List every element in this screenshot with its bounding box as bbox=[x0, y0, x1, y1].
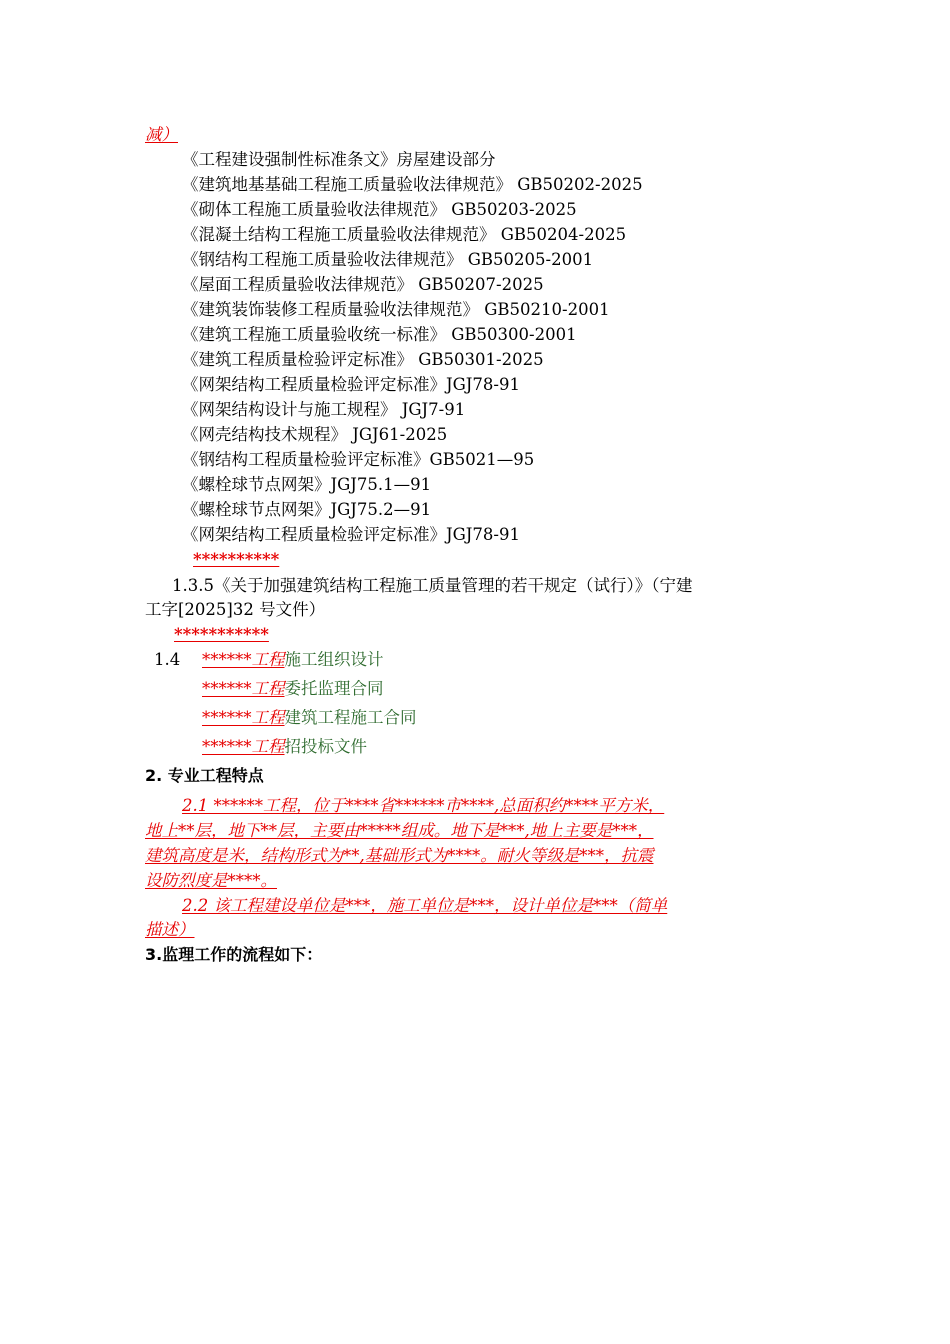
section-2-heading: 2. 专业工程特点 bbox=[145, 766, 264, 785]
project-document-label: 委托监理合同 bbox=[284, 679, 384, 698]
project-document-item bbox=[202, 706, 417, 730]
standard-item: 《砌体工程施工质量验收法律规范》 GB50203-2025 bbox=[182, 200, 577, 219]
standard-item: 《建筑工程施工质量验收统一标准》 GB50300-2001 bbox=[182, 325, 577, 344]
project-document-item bbox=[202, 735, 367, 759]
section-2-2-text: 2.2 该工程建设单位是***，施工单位是***，设计单位是***（简单 bbox=[182, 896, 668, 915]
standard-item: 《混凝土结构工程施工质量验收法律规范》 GB50204-2025 bbox=[182, 225, 627, 244]
project-document-label: 施工组织设计 bbox=[284, 650, 384, 669]
standard-item: 《螺栓球节点网架》JGJ75.2—91 bbox=[182, 500, 432, 519]
section-2-2-text: 描述） bbox=[145, 920, 195, 939]
section-2-1-text: 2.1 ******工程，位于****省******市****,总面积约****平方米， bbox=[182, 796, 665, 815]
section-2-1-text: 建筑高度是米，结构形式为**,基础形式为****。耐火等级是***，抗震 bbox=[145, 846, 654, 865]
standard-item: 《网架结构工程质量检验评定标准》JGJ78-91 bbox=[182, 525, 520, 544]
standard-item: 《钢结构工程质量检验评定标准》GB5021—95 bbox=[182, 450, 535, 469]
standard-item: 《工程建设强制性标准条文》房屋建设部分 bbox=[182, 150, 496, 169]
project-name-placeholder: ******工程 bbox=[202, 679, 285, 698]
section-3-heading: 3.监理工作的流程如下： bbox=[145, 945, 323, 964]
standard-item: 《网壳结构技术规程》 JGJ61-2025 bbox=[182, 425, 448, 444]
project-document-label: 建筑工程施工合同 bbox=[284, 708, 417, 727]
standard-item: 《建筑地基基础工程施工质量验收法律规范》 GB50202-2025 bbox=[182, 175, 643, 194]
section-2-1-text: 设防烈度是****。 bbox=[145, 871, 277, 890]
standard-item: 《螺栓球节点网架》JGJ75.1—91 bbox=[182, 475, 432, 494]
project-name-placeholder: ******工程 bbox=[202, 708, 285, 727]
standard-item: 《网架结构工程质量检验评定标准》JGJ78-91 bbox=[182, 375, 520, 394]
item-1-3-5-line-1: 1.3.5《关于加强建筑结构工程施工质量管理的若干规定（试行）》（宁建 bbox=[172, 576, 693, 595]
project-document-label: 招投标文件 bbox=[284, 737, 367, 756]
project-document-item bbox=[202, 648, 384, 672]
standard-item: 《网架结构设计与施工规程》 JGJ7-91 bbox=[182, 400, 466, 419]
item-1-4-number: 1.4 bbox=[154, 650, 181, 669]
standard-item: 《建筑装饰装修工程质量验收法律规范》 GB50210-2001 bbox=[182, 300, 610, 319]
section-2-1-text: 地上**层，地下**层，主要由*****组成。地下是***,地上主要是***， bbox=[145, 821, 654, 840]
standard-item: 《建筑工程质量检验评定标准》 GB50301-2025 bbox=[182, 350, 544, 369]
top-fragment: 减） bbox=[145, 125, 178, 144]
standard-item: 《屋面工程质量验收法律规范》 GB50207-2025 bbox=[182, 275, 544, 294]
project-name-placeholder: ******工程 bbox=[202, 650, 285, 669]
placeholder-stars: *********** bbox=[174, 625, 269, 644]
standard-item: 《钢结构工程施工质量验收法律规范》 GB50205-2001 bbox=[182, 250, 594, 269]
placeholder-stars: ********** bbox=[193, 550, 280, 569]
project-document-item bbox=[202, 677, 384, 701]
item-1-3-5-line-2: 工字[2025]32 号文件） bbox=[145, 600, 326, 619]
project-name-placeholder: ******工程 bbox=[202, 737, 285, 756]
